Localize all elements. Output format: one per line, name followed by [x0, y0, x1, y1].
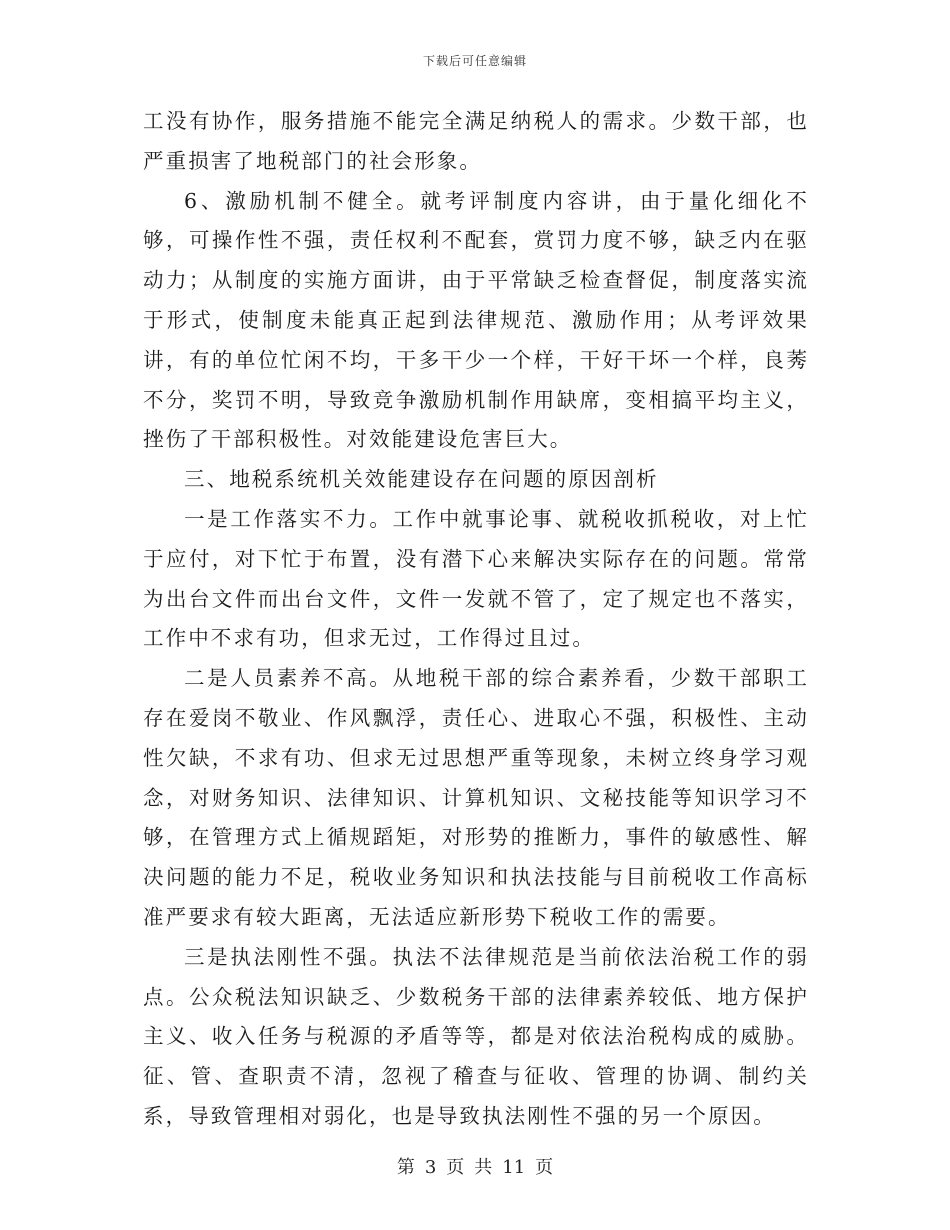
footer-di: 第: [396, 1157, 415, 1178]
page-header-note: 下载后可任意编辑: [422, 54, 527, 68]
paragraph-incentive-mechanism: 6、激励机制不健全。就考评制度内容讲，由于量化细化不够，可操作性不强，责任权利不配套，赏罚力度不够，缺乏内在驱动力；从制度的实施方面讲，由于平常缺乏检查督促，制度落实流于形式，使制度未能真正起到法律规范、激励作用；从考评效果讲，有的单位忙闲不均，干多干少一个样，干好干坏一个样，良莠不分，奖罚不明，导致竞争激励机制作用缺席，变相搞平均主义，挫伤了干部积极性。对效能建设危害巨大。: [143, 188, 809, 452]
footer-current-page: 3: [424, 1157, 437, 1178]
footer-total-pages: 11: [502, 1157, 526, 1178]
paragraph-work-implementation: 一是工作落实不力。工作中就事论事、就税收抓税收，对上忙于应付，对下忙于布置，没有潜下心来解决实际存在的问题。常常为出台文件而出台文件，文件一发就不管了，定了规定也不落实，工作中不求有功，但求无过，工作得过且过。: [143, 506, 809, 651]
section-heading-cause-analysis: 三、地税系统机关效能建设存在问题的原因剖析: [184, 467, 659, 492]
page-number-footer: [0, 1153, 950, 1179]
paragraph-staff-quality: 二是人员素养不高。从地税干部的综合素养看，少数干部职工存在爱岗不敬业、作风飘浮，责任心、进取心不强，积极性、主动性欠缺，不求有功、但求无过思想严重等现象，未树立终身学习观念，对财务知识、法律知识、计算机知识、文秘技能等知识学习不够，在管理方式上循规蹈矩，对形势的推断力，事件的敏感性、解决问题的能力不足，税收业务知识和执法技能与目前税收工作高标准严要求有较大距离，无法适应新形势下税收工作的需要。: [143, 666, 809, 929]
footer-ye: 页: [446, 1157, 465, 1178]
paragraph-law-enforcement: 三是执法刚性不强。执法不法律规范是当前依法治税工作的弱点。公众税法知识缺乏、少数税务干部的法律素养较低、地方保护主义、收入任务与税源的矛盾等等，都是对依法治税构成的威胁。征、管、查职责不清，忽视了稽查与征收、管理的协调、制约关系，导致管理相对弱化，也是导致执法刚性不强的另一个原因。: [143, 944, 809, 1128]
paragraph-continuation: 工没有协作，服务措施不能完全满足纳税人的需求。少数干部，也严重损害了地税部门的社会形象。: [143, 109, 809, 173]
footer-gong: 共: [474, 1157, 493, 1178]
document-body: [143, 102, 809, 1137]
footer-ye-end: 页: [535, 1157, 554, 1178]
